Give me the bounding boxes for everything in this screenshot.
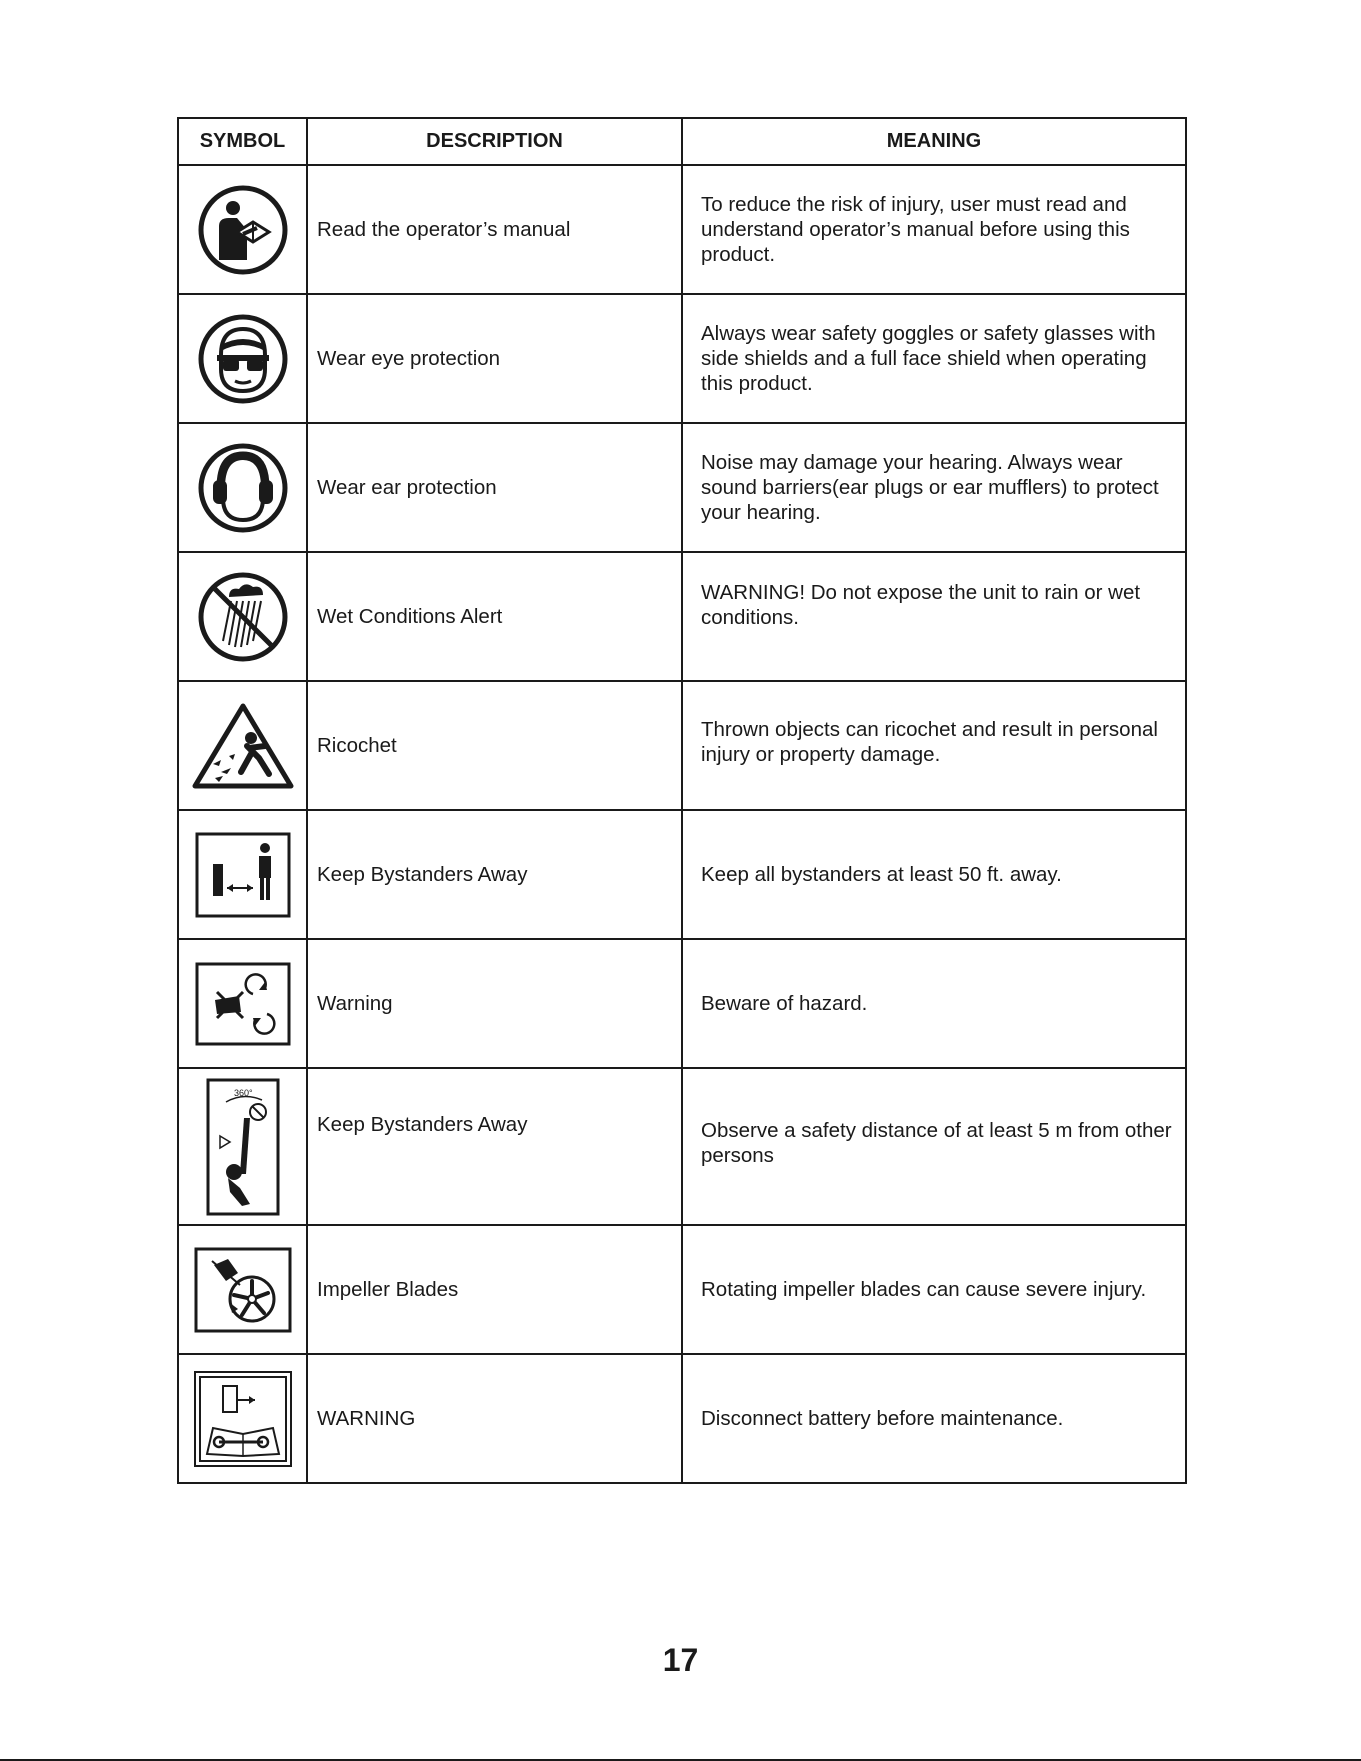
hand-hazard-icon	[195, 962, 291, 1046]
description-cell	[307, 423, 682, 552]
meaning-cell	[682, 681, 1186, 810]
table-row	[178, 1225, 1186, 1354]
meaning-cell	[682, 810, 1186, 939]
description-text: Warning	[317, 991, 393, 1015]
symbol-cell	[178, 810, 307, 939]
table-row	[178, 681, 1186, 810]
symbol-cell	[178, 552, 307, 681]
meaning-text: Keep all bystanders at least 50 ft. away.	[701, 863, 1062, 886]
description-text: Keep Bystanders Away	[317, 862, 528, 886]
meaning-text: Always wear safety goggles or safety glasses with side shields and a full face shield when operating this product.	[701, 322, 1156, 395]
symbol-cell	[178, 1225, 307, 1354]
symbol-cell	[178, 1068, 307, 1225]
description-text: Impeller Blades	[317, 1277, 459, 1301]
description-cell	[307, 552, 682, 681]
symbol-cell	[178, 1354, 307, 1483]
meaning-text: Noise may damage your hearing. Always wear sound barriers(ear plugs or ear mufflers) to protect your hearing.	[701, 451, 1159, 524]
meaning-text: Disconnect battery before maintenance.	[701, 1407, 1064, 1430]
description-text: Wet Conditions Alert	[317, 604, 503, 628]
no-rain-icon	[197, 571, 289, 663]
ear-protection-icon	[197, 442, 289, 534]
meaning-cell	[682, 1354, 1186, 1483]
meaning-cell	[682, 1068, 1186, 1225]
description-text: WARNING	[317, 1406, 416, 1430]
table-row	[178, 939, 1186, 1068]
meaning-column-header: MEANING	[682, 118, 1186, 165]
table-row	[178, 165, 1186, 294]
keep-away-icon	[195, 832, 291, 918]
table-row	[178, 810, 1186, 939]
symbol-column-header: SYMBOL	[178, 118, 307, 165]
meaning-text: WARNING! Do not expose the unit to rain or wet conditions.	[701, 580, 1141, 629]
meaning-text: Thrown objects can ricochet and result in personal injury or property damage.	[701, 717, 1158, 766]
meaning-cell	[682, 552, 1186, 681]
meaning-cell	[682, 294, 1186, 423]
table-row	[178, 1354, 1186, 1483]
page-number: 17	[662, 1642, 699, 1678]
meaning-cell	[682, 423, 1186, 552]
read-manual-icon	[197, 184, 289, 276]
meaning-cell	[682, 165, 1186, 294]
table-header-row	[178, 118, 1186, 165]
description-cell	[307, 1354, 682, 1483]
symbol-cell	[178, 294, 307, 423]
disconnect-battery-icon	[193, 1370, 293, 1468]
description-text: Ricochet	[317, 733, 397, 757]
description-cell	[307, 1068, 682, 1225]
impeller-blades-icon	[194, 1247, 292, 1333]
symbol-cell	[178, 681, 307, 810]
description-cell	[307, 810, 682, 939]
description-cell	[307, 681, 682, 810]
description-text: Wear ear protection	[317, 475, 497, 499]
safety-distance-angle-label: 360°	[233, 1087, 253, 1098]
description-text: Keep Bystanders Away	[317, 1112, 528, 1136]
meaning-text: Rotating impeller blades can cause severe injury.	[701, 1278, 1147, 1301]
table-row	[178, 294, 1186, 423]
table-row	[178, 552, 1186, 681]
meaning-cell	[682, 1225, 1186, 1354]
table-row	[178, 423, 1186, 552]
symbol-cell	[178, 939, 307, 1068]
meaning-text: To reduce the risk of injury, user must read and understand operator’s manual before using this product.	[701, 193, 1130, 266]
safety-symbols-table	[177, 117, 1187, 1484]
description-text: Wear eye protection	[317, 346, 501, 370]
description-cell	[307, 1225, 682, 1354]
table-row	[178, 1068, 1186, 1225]
description-text: Read the operator’s manual	[317, 217, 571, 241]
meaning-cell	[682, 939, 1186, 1068]
meaning-text: Observe a safety distance of at least 5 m from other persons	[701, 1118, 1172, 1167]
symbol-cell	[178, 423, 307, 552]
eye-protection-icon	[197, 313, 289, 405]
description-cell	[307, 165, 682, 294]
description-column-header: DESCRIPTION	[307, 118, 682, 165]
description-cell	[307, 294, 682, 423]
description-cell	[307, 939, 682, 1068]
safety-distance-icon	[206, 1078, 280, 1216]
ricochet-icon	[191, 700, 295, 792]
symbol-cell	[178, 165, 307, 294]
meaning-text: Beware of hazard.	[701, 992, 868, 1015]
